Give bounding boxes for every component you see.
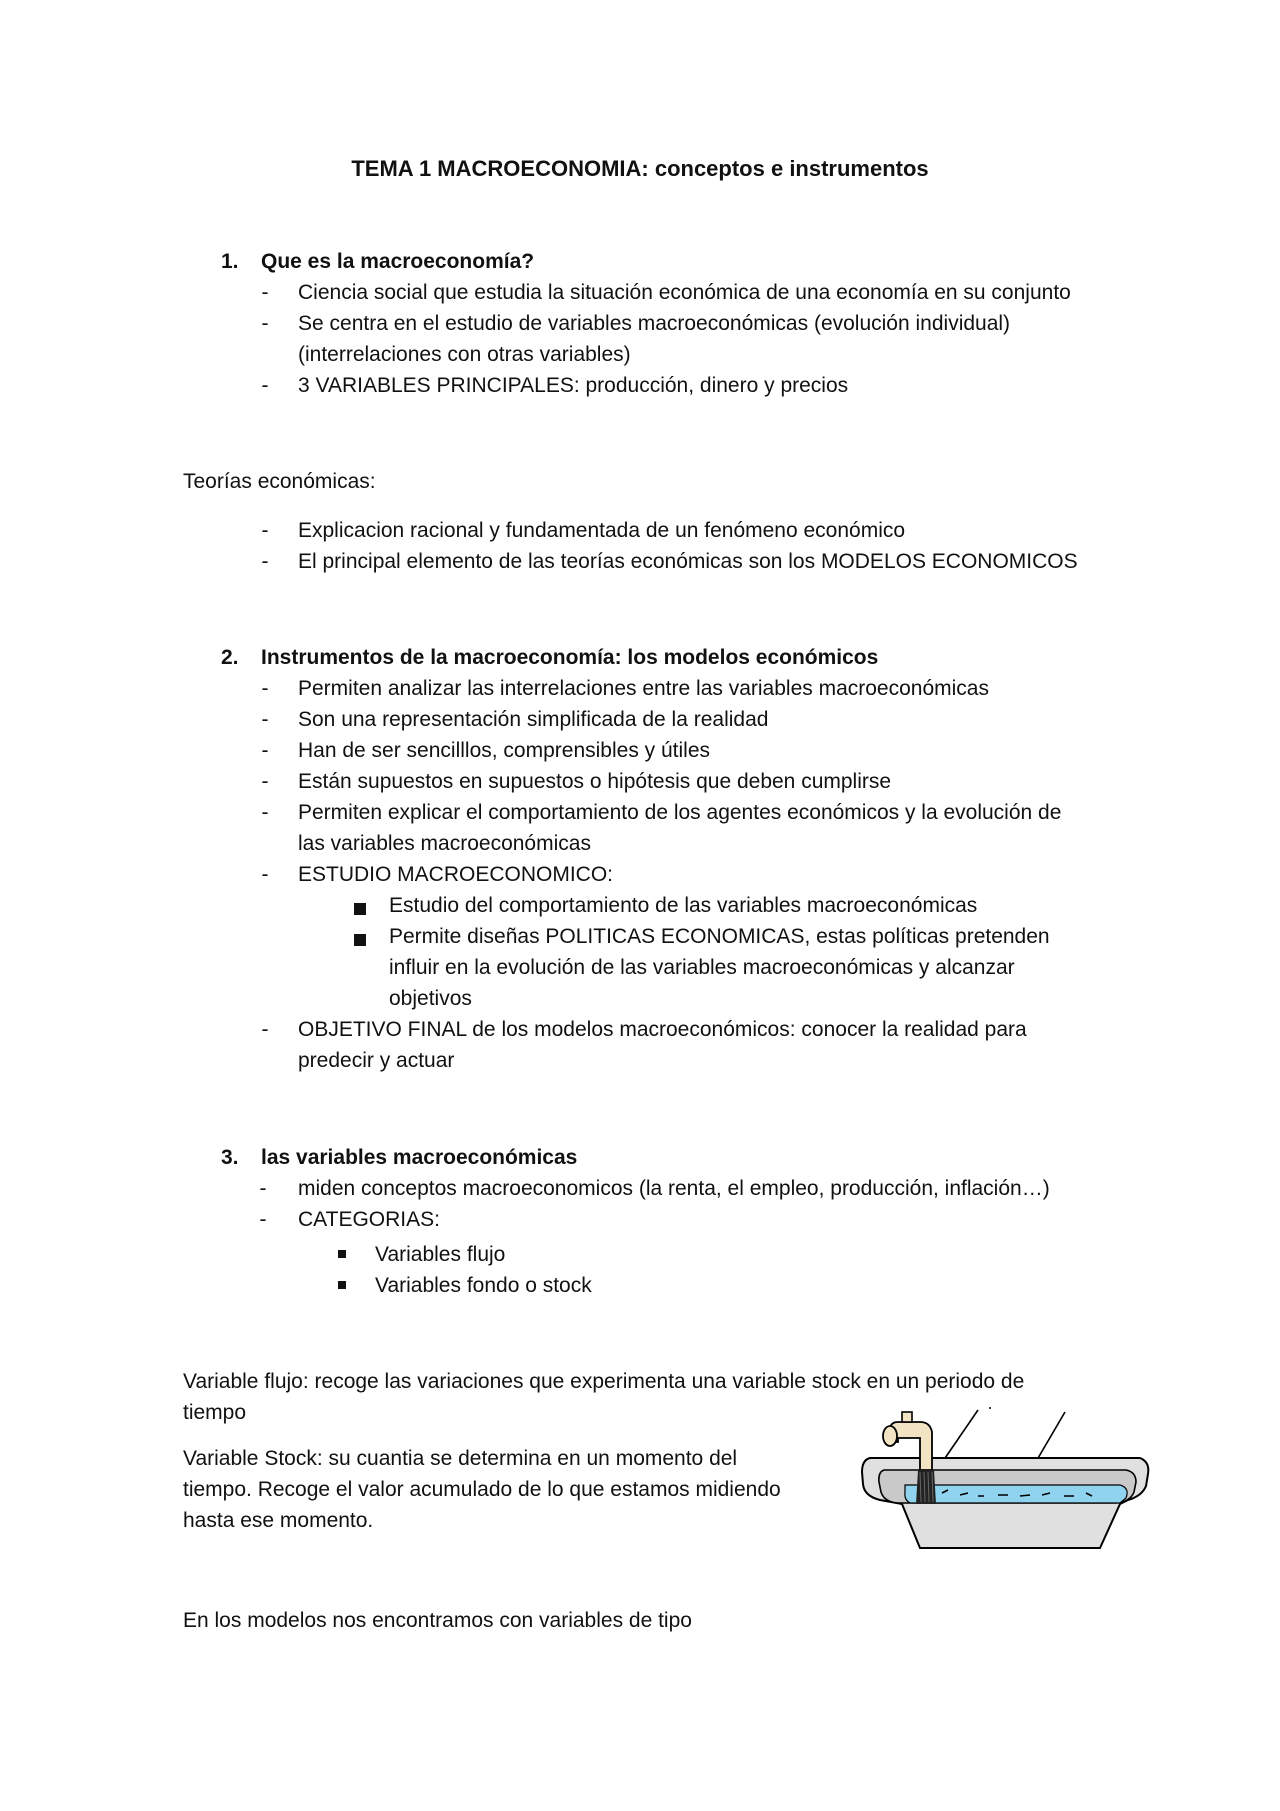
- sub-bullet-text: influir en la evolución de las variables macroeconómicas y alcanzar: [389, 956, 1015, 979]
- paragraph-text: Variable flujo: recoge las variaciones que experimenta una variable stock en un periodo de: [183, 1370, 1025, 1393]
- bullet-text: miden conceptos macroeconomicos (la renta, el empleo, producción, inflación…): [298, 1177, 1050, 1200]
- square-bullet-icon: [338, 1281, 346, 1289]
- dash-bullet: -: [261, 708, 269, 731]
- section-number: 2.: [221, 646, 239, 669]
- bullet-text: OBJETIVO FINAL de los modelos macroeconómicos: conocer la realidad para: [298, 1018, 1027, 1041]
- sub-bullet-text: objetivos: [389, 987, 472, 1010]
- bullet-text: 3 VARIABLES PRINCIPALES: producción, dinero y precios: [298, 374, 849, 397]
- square-bullet-icon: [354, 934, 366, 946]
- bathtub-illustration: [850, 1400, 1160, 1570]
- paragraph-text: tiempo: [183, 1401, 247, 1424]
- bullet-text: Permiten analizar las interrelaciones entre las variables macroeconómicas: [298, 677, 989, 700]
- sub-bullet-text: Estudio del comportamiento de las variables macroeconómicas: [389, 894, 978, 917]
- bullet-text: Permiten explicar el comportamiento de los agentes económicos y la evolución de: [298, 801, 1062, 824]
- square-bullet-icon: [338, 1250, 346, 1258]
- bullet-text: Están supuestos en supuestos o hipótesis que deben cumplirse: [298, 770, 892, 793]
- dash-bullet: -: [259, 1208, 267, 1231]
- dash-bullet: -: [261, 770, 269, 793]
- dash-bullet: -: [261, 801, 269, 824]
- paragraph-heading: Teorías económicas:: [183, 470, 376, 493]
- bullet-text: ESTUDIO MACROECONOMICO:: [298, 863, 614, 886]
- sub-bullet-text: Variables fondo o stock: [375, 1274, 592, 1297]
- square-bullet-icon: [354, 903, 366, 915]
- sub-bullet-text: Permite diseñas POLITICAS ECONOMICAS, estas políticas pretenden: [389, 925, 1050, 948]
- bullet-text: CATEGORIAS:: [298, 1208, 440, 1231]
- dash-bullet: -: [261, 1018, 269, 1041]
- dash-bullet: -: [261, 281, 269, 304]
- bullet-text: Explicacion racional y fundamentada de un fenómeno económico: [298, 519, 906, 542]
- paragraph-text: En los modelos nos encontramos con variables de tipo: [183, 1609, 692, 1632]
- dash-bullet: -: [261, 312, 269, 335]
- dash-bullet: -: [261, 677, 269, 700]
- bullet-text: Son una representación simplificada de la realidad: [298, 708, 769, 731]
- page-title: TEMA 1 MACROECONOMIA: conceptos e instrumentos: [351, 156, 929, 181]
- paragraph-text: tiempo. Recoge el valor acumulado de lo que estamos midiendo: [183, 1478, 781, 1501]
- dash-bullet: -: [261, 374, 269, 397]
- paragraph-text: Variable Stock: su cuantia se determina en un momento del: [183, 1447, 738, 1470]
- sub-bullet-text: Variables flujo: [375, 1243, 506, 1266]
- bullet-text: las variables macroeconómicas: [298, 832, 591, 855]
- paragraph-text: hasta ese momento.: [183, 1509, 374, 1532]
- section-number: 3.: [221, 1146, 239, 1169]
- section-number: 1.: [221, 250, 239, 273]
- section-heading: las variables macroeconómicas: [261, 1146, 578, 1169]
- section-heading: Instrumentos de la macroeconomía: los modelos económicos: [261, 646, 879, 669]
- dash-bullet: -: [261, 519, 269, 542]
- dash-bullet: -: [259, 1177, 267, 1200]
- dash-bullet: -: [261, 550, 269, 573]
- bullet-text: Ciencia social que estudia la situación económica de una economía en su conjunto: [298, 281, 1071, 304]
- bullet-text: predecir y actuar: [298, 1049, 455, 1072]
- bullet-text: (interrelaciones con otras variables): [298, 343, 631, 366]
- section-heading: Que es la macroeconomía?: [261, 250, 535, 273]
- dash-bullet: -: [261, 739, 269, 762]
- bullet-text: Se centra en el estudio de variables macroeconómicas (evolución individual): [298, 312, 1011, 335]
- bullet-text: Han de ser sencilllos, comprensibles y útiles: [298, 739, 711, 762]
- dash-bullet: -: [261, 863, 269, 886]
- bullet-text: El principal elemento de las teorías económicas son los MODELOS ECONOMICOS: [298, 550, 1078, 573]
